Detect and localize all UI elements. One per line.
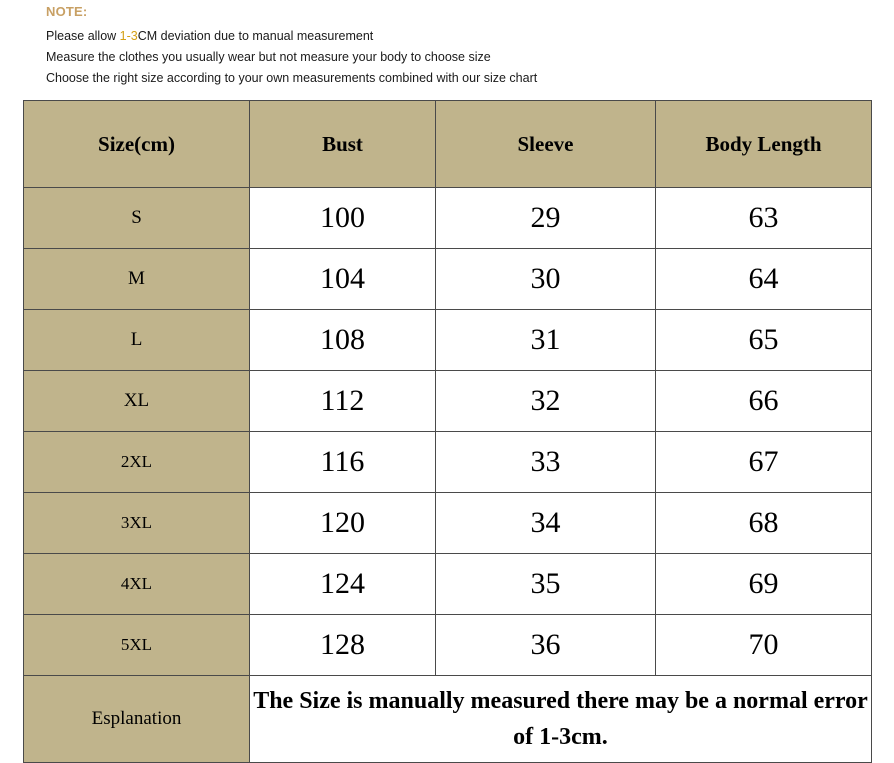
explanation-text: The Size is manually measured there may be a normal error of 1-3cm. xyxy=(250,676,872,763)
row-size-label: 4XL xyxy=(24,554,250,615)
row-bust-value: 100 xyxy=(250,188,436,249)
table-row xyxy=(24,371,872,432)
explanation-label: Esplanation xyxy=(24,676,250,763)
row-bust-value: 108 xyxy=(250,310,436,371)
note-line-2-text: Measure the clothes you usually wear but not measure your body to choose size xyxy=(46,50,491,64)
note-line-1 xyxy=(46,26,866,47)
row-size-label: L xyxy=(24,310,250,371)
row-size-label: 5XL xyxy=(24,615,250,676)
row-size-label: S xyxy=(24,188,250,249)
header-cell-size: Size(cm) xyxy=(24,101,250,188)
row-bust-value: 120 xyxy=(250,493,436,554)
size-chart-table xyxy=(23,100,872,763)
row-body-length-value: 66 xyxy=(656,371,872,432)
note-line-1-highlight: 1-3 xyxy=(119,29,138,43)
table-row xyxy=(24,432,872,493)
header-cell-bust: Bust xyxy=(250,101,436,188)
row-sleeve-value: 35 xyxy=(436,554,656,615)
table-row xyxy=(24,554,872,615)
row-sleeve-value: 29 xyxy=(436,188,656,249)
row-body-length-value: 63 xyxy=(656,188,872,249)
note-line-3-text: Choose the right size according to your own measurements combined with our size chart xyxy=(46,71,538,85)
row-size-label: 2XL xyxy=(24,432,250,493)
row-bust-value: 124 xyxy=(250,554,436,615)
note-line-2 xyxy=(46,47,866,68)
row-size-label: XL xyxy=(24,371,250,432)
explanation-row xyxy=(24,676,872,763)
row-sleeve-value: 30 xyxy=(436,249,656,310)
header-cell-sleeve: Sleeve xyxy=(436,101,656,188)
table-row xyxy=(24,493,872,554)
header-cell-body-length: Body Length xyxy=(656,101,872,188)
note-line-1-pre: Please allow xyxy=(46,29,120,43)
row-sleeve-value: 31 xyxy=(436,310,656,371)
row-body-length-value: 65 xyxy=(656,310,872,371)
table-row xyxy=(24,249,872,310)
row-body-length-value: 64 xyxy=(656,249,872,310)
row-body-length-value: 68 xyxy=(656,493,872,554)
row-sleeve-value: 33 xyxy=(436,432,656,493)
row-sleeve-value: 36 xyxy=(436,615,656,676)
row-bust-value: 128 xyxy=(250,615,436,676)
table-header-row xyxy=(24,101,872,188)
row-sleeve-value: 34 xyxy=(436,493,656,554)
note-title: NOTE: xyxy=(46,4,88,19)
table-row xyxy=(24,188,872,249)
row-bust-value: 112 xyxy=(250,371,436,432)
row-size-label: 3XL xyxy=(24,493,250,554)
row-size-label: M xyxy=(24,249,250,310)
row-body-length-value: 70 xyxy=(656,615,872,676)
row-bust-value: 116 xyxy=(250,432,436,493)
row-bust-value: 104 xyxy=(250,249,436,310)
note-block xyxy=(46,4,866,89)
table-row xyxy=(24,615,872,676)
row-sleeve-value: 32 xyxy=(436,371,656,432)
row-body-length-value: 67 xyxy=(656,432,872,493)
row-body-length-value: 69 xyxy=(656,554,872,615)
note-line-1-post: CM deviation due to manual measurement xyxy=(137,29,374,43)
note-line-3 xyxy=(46,68,866,89)
table-row xyxy=(24,310,872,371)
size-chart-table-wrap xyxy=(23,100,871,763)
